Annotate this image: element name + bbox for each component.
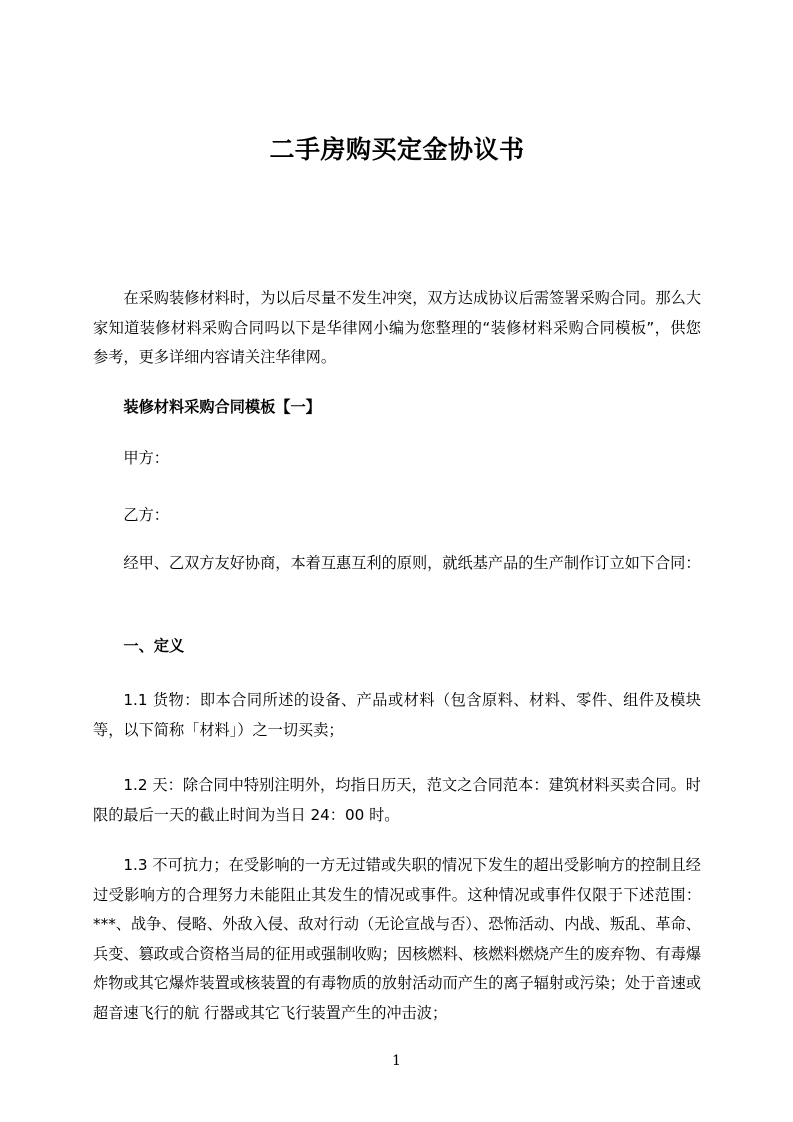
party-a-block <box>93 444 701 474</box>
page-title: 二手房购买定金协议书 <box>269 135 525 164</box>
clause-1-3: 1.3 不可抗力；在受影响的一方无过错或失职的情况下发生的超出受影响方的控制且经过受影响方的合理努力未能阻止其发生的情况或事件。这种情况或事件仅限于下述范围：***、战争、侵略、外敌入侵、敌对行动（无论宣战与否）、恐怖活动、内战、叛乱、革命、兵变、篡政或合资格当局的征用或强制收购；因核燃料、核燃料燃烧产生的废弃物、有毒爆炸物或其它爆炸装置或核装置的有毒物质的放射活动而产生的离子辐射或污染；处于音速或超音速飞行的航 行器或其它飞行装置产生的冲击波； <box>93 856 701 1022</box>
template-heading: 装修材料采购合同模板【一】 <box>123 398 321 416</box>
paragraph-intro-block <box>93 284 701 373</box>
section-one-title: 一、定义 <box>123 637 185 655</box>
paragraph-preamble: 经甲、乙双方友好协商，本着互惠互利的原则，就纸基产品的生产制作订立如下合同： <box>123 554 701 572</box>
section-one-block <box>93 632 701 662</box>
template-heading-block <box>93 393 701 423</box>
clause-1-2: 1.2 天：除合同中特别注明外，均指日历天，范文之合同范本：建筑材料买卖合同。时限的最后一天的截止时间为当日 24：00 时。 <box>93 776 701 824</box>
party-a-label: 甲方： <box>123 449 169 467</box>
clause-1-2-block <box>93 771 701 830</box>
party-b-label: 乙方： <box>123 506 169 524</box>
page-number: 1 <box>392 1053 401 1069</box>
clause-1-1-block <box>93 686 701 745</box>
party-b-block <box>93 501 701 531</box>
paragraph-intro: 在采购装修材料时，为以后尽量不发生冲突，双方达成协议后需签署采购合同。那么大家知道装修材料采购合同吗以下是华律网小编为您整理的“装修材料采购合同模板”，供您参考，更多详细内容请关注华律网。 <box>93 289 701 366</box>
preamble-block <box>93 549 701 579</box>
clause-1-1: 1.1 货物：即本合同所述的设备、产品或材料（包含原料、材料、零件、组件及模块等，以下简称「材料」）之一切买卖； <box>93 691 701 739</box>
clause-1-3-block <box>93 851 701 1028</box>
